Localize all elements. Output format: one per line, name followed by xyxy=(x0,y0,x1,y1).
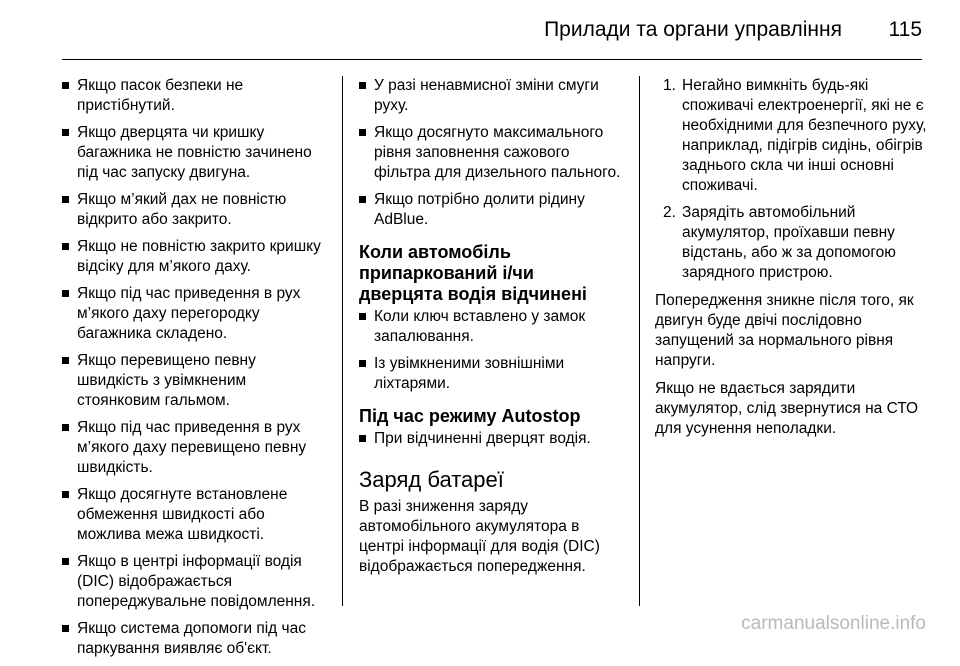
step-item xyxy=(655,76,927,196)
list-item: Якщо система допомоги під час паркування виявляє об'єкт. xyxy=(62,619,330,659)
list-item: Якщо м’який дах не повністю відкрито або закрито. xyxy=(62,190,330,230)
section-title: Прилади та органи управління xyxy=(544,18,842,41)
list-item: Якщо пасок безпеки не пристібнутий. xyxy=(62,76,330,116)
list-item: Якщо перевищено певну швидкість з увімкненим стоянковим гальмом. xyxy=(62,351,330,411)
list-item: Якщо потрібно долити рідину AdBlue. xyxy=(359,190,621,230)
step-text: Зарядіть автомобільний акумулятор, проїхавши певну відстань, або ж за допомогою зарядного пристрою. xyxy=(682,204,896,281)
list-item: Із увімкненими зовнішніми ліхтарями. xyxy=(359,354,621,394)
page-number: 115 xyxy=(888,18,922,41)
paragraph-warning-disappears: Попередження зникне після того, як двигун буде двічі послідовно запущений за нормального рівня напруги. xyxy=(655,292,914,369)
list-item: Якщо в центрі інформації водія (DIC) відображається попереджувальне повідомлення. xyxy=(62,552,330,612)
step-number: 2. xyxy=(663,204,676,221)
steps-list xyxy=(655,76,927,283)
column-1 xyxy=(62,76,330,666)
list-item: Якщо під час приведення в рух м’якого даху перегородку багажника складено. xyxy=(62,284,330,344)
step-number: 1. xyxy=(663,77,676,94)
column-divider-1 xyxy=(342,76,343,606)
page-header xyxy=(0,0,960,60)
list-item: Якщо досягнуте встановлене обмеження швидкості або можлива межа швидкості. xyxy=(62,485,330,545)
column-2 xyxy=(359,76,621,585)
column-3 xyxy=(655,76,927,447)
warning-list xyxy=(62,76,330,659)
list-item: У разі ненавмисної зміни смуги руху. xyxy=(359,76,621,116)
warning-list-continued xyxy=(359,76,621,230)
step-item xyxy=(655,203,927,283)
parked-list xyxy=(359,307,621,394)
step-text: Негайно вимкніть будь-які споживачі електроенергії, які не є необхідними для безпечного руху, наприклад, підігрів сидінь, обігрів заднього скла чи інші основні споживачі. xyxy=(682,77,927,194)
heading-autostop: Під час режиму Autostop xyxy=(359,406,581,426)
list-item: Коли ключ вставлено у замок запалювання. xyxy=(359,307,621,347)
list-item: Якщо не повністю закрито кришку відсіку для м’якого даху. xyxy=(62,237,330,277)
column-divider-2 xyxy=(639,76,640,606)
paragraph-service: Якщо не вдається зарядити акумулятор, слід звернутися на СТО для усунення неполадки. xyxy=(655,380,919,437)
heading-battery: Заряд батареї xyxy=(359,467,504,492)
list-item: Якщо досягнуто максимального рівня заповнення сажового фільтра для дизельного пального. xyxy=(359,123,621,183)
list-item: При відчиненні дверцят водія. xyxy=(359,429,621,449)
watermark: carmanualsonline.info xyxy=(741,613,926,634)
autostop-list xyxy=(359,429,621,449)
list-item: Якщо дверцята чи кришку багажника не повністю зачинено під час запуску двигуна. xyxy=(62,123,330,183)
list-item: Якщо під час приведення в рух м’якого даху перевищено певну швидкість. xyxy=(62,418,330,478)
header-rule xyxy=(62,59,922,60)
battery-text: В разі зниження заряду автомобільного акумулятора в центрі інформації для водія (DIC) відображається попередження. xyxy=(359,498,600,575)
heading-parked: Коли автомобіль припаркований і/чи дверцята водія відчинені xyxy=(359,242,587,304)
